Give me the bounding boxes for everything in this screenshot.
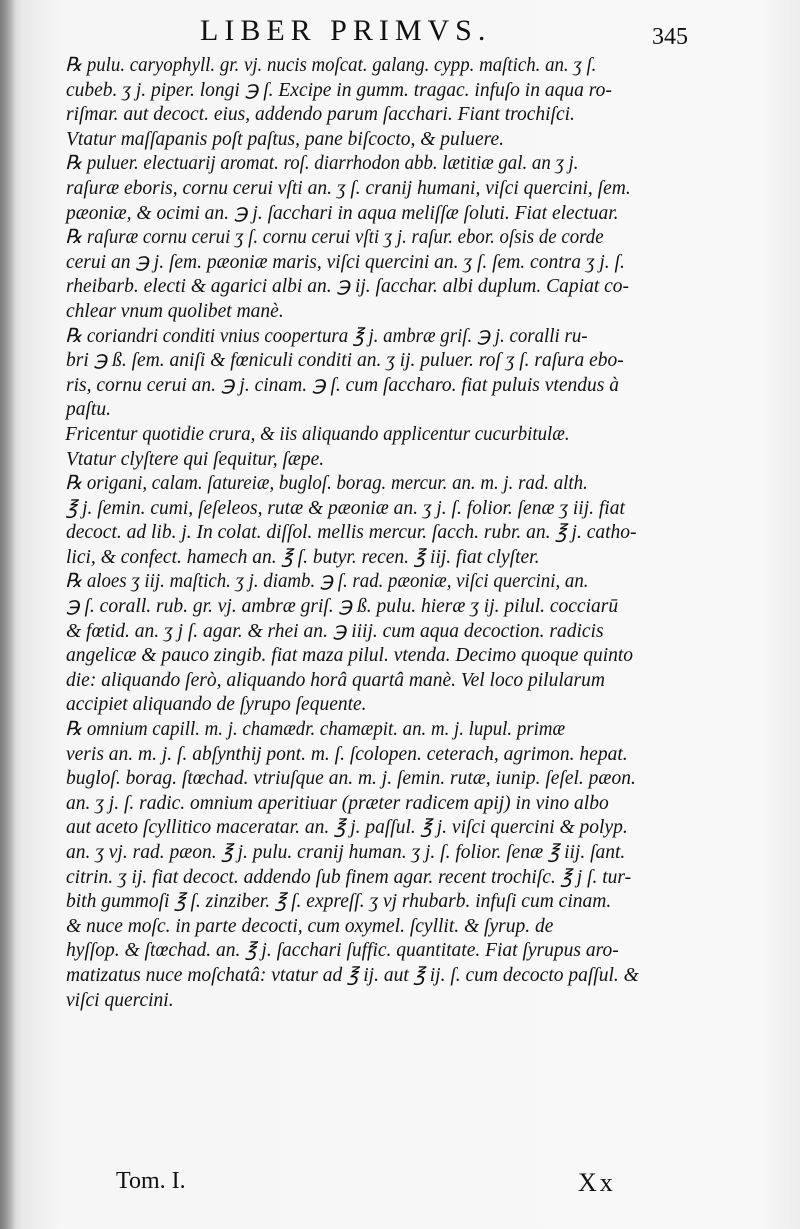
text-line: ℞ puluer. electuarij aromat. roſ. diarrhodon abb. lætitiæ gal. an ʒ j.: [65, 153, 579, 175]
page-number: 345: [652, 24, 688, 50]
text-line: accipiet aliquando de ſyrupo ſequente.: [66, 694, 367, 716]
text-line: decoct. ad lib. j. In colat. diſſol. mellis mercur. ſacch. rubr. an. ℥ j. catho-: [66, 522, 637, 544]
text-line: ℞ origani, calam. ſatureiæ, bugloſ. borag. mercur. an. m. j. rad. alth.: [65, 473, 588, 495]
text-line: bith gummoſi ℥ ſ. zinziber. ℥ ſ. expreſſ. ʒ vj rhubarb. infuſi cum cinam.: [66, 891, 612, 913]
signature-mark: Xx: [578, 1168, 616, 1197]
text-line: hyſſop. & ſtœchad. an. ℥ j. ſacchari ſuffic. quantitate. Fiat ſyrupus aro-: [66, 940, 619, 962]
text-line: an. ʒ vj. rad. pæon. ℥ j. pulu. cranij human. ʒ j. ſ. folior. ſenæ ℥ iij. ſant.: [66, 842, 626, 863]
text-line: ℞ pulu. caryophyll. gr. vj. nucis moſcat. galang. cypp. maſtich. an. ʒ ſ.: [65, 55, 597, 76]
text-line: bri ℈ ß. ſem. aniſi & fœniculi conditi an. ʒ ij. puluer. roſ ʒ ſ. raſura ebo-: [66, 350, 624, 372]
text-line: aut aceto ſcyllitico maceratar. an. ℥ j. paſſul. ℥ j. viſci quercini & polyp.: [66, 817, 628, 839]
text-line: ris, cornu cerui an. ℈ j. cinam. ℈ ſ. cum ſaccharo. fiat puluis vtendus à: [66, 374, 619, 396]
text-line: die: aliquando ſerò, aliquando horâ quartâ manè. Vel loco pilularum: [66, 669, 605, 691]
recipe-paragraph: [42, 152, 762, 226]
text-line: paſtu.: [66, 399, 111, 421]
text-line: Fricentur quotidie crura, & iis aliquando applicentur cucurbitulæ.: [65, 423, 570, 445]
text-line: ℞ omnium capill. m. j. chamædr. chamæpit. an. m. j. lupul. primæ: [65, 719, 566, 741]
text-line: bugloſ. borag. ſtœchad. vtriuſque an. m. j. ſemin. rutæ, iunip. ſeſel. pæon.: [66, 768, 636, 790]
text-line: pæoniæ, & ocimi an. ℈ j. ſacchari in aqua meliſſæ ſoluti. Fiat electuar.: [66, 202, 619, 224]
text-line: raſuræ eboris, cornu cerui vſti an. ʒ ſ. cranij humani, viſci quercini, ſem.: [66, 177, 631, 199]
text-line: lici, & confect. hamech an. ℥ ſ. butyr. recen. ℥ iij. fiat clyſter.: [66, 546, 540, 568]
text-line: cubeb. ʒ j. piper. longi ℈ ſ. Excipe in gumm. tragac. infuſo in aqua ro-: [66, 79, 612, 101]
recipe-paragraph: [42, 325, 762, 423]
text-line: viſci quercini.: [66, 989, 174, 1011]
page-footer: [0, 1168, 800, 1208]
text-line: & fœtid. an. ʒ j ſ. agar. & rhei an. ℈ iiij. cum aqua decoction. radicis: [66, 620, 604, 642]
recipe-paragraph: [42, 472, 762, 570]
text-line: angelicæ & pauco zingib. fiat maza pilul. vtenda. Decimo quoque quinto: [66, 645, 634, 667]
recipe-paragraph: [42, 718, 762, 1013]
text-line: ℈ ſ. corall. rub. gr. vj. ambræ griſ. ℈ ß. pulu. hieræ ʒ ij. pilul. cocciarū: [66, 596, 619, 618]
text-line: Vtatur maſſapanis poſt paſtus, pane biſcocto, & puluere.: [66, 128, 504, 150]
text-line: ℞ aloes ʒ iij. maſtich. ʒ j. diamb. ℈ ſ. rad. pæoniæ, viſci quercini, an.: [65, 571, 589, 593]
text-line: rheibarb. electi & agarici albi an. ℈ ij. ſacchar. albi duplum. Capiat co-: [66, 276, 630, 298]
text-line: veris an. m. j. ſ. abſynthij pont. m. ſ. ſcolopen. ceterach, agrimon. hepat.: [66, 743, 628, 765]
text-line: citrin. ʒ ij. fiat decoct. addendo ſub finem agar. recent trochiſc. ℥ j ſ. tur-: [66, 866, 632, 888]
text-line: Vtatur clyſtere qui ſequitur, ſæpe.: [66, 448, 325, 470]
text-line: ℞ raſuræ cornu cerui ʒ ſ. cornu cerui vſti ʒ j. raſur. ebor. oſsis de corde: [65, 227, 604, 249]
text-line: & nuce moſc. in parte decocti, cum oxymel. ſcyllit. & ſyrup. de: [66, 915, 554, 937]
recipe-paragraph: [42, 54, 762, 152]
volume-mark: Tom. I.: [116, 1168, 186, 1194]
recipe-paragraph: [42, 570, 762, 718]
text-line: chlear vnum quolibet manè.: [66, 300, 284, 322]
text-line: cerui an ℈ j. ſem. pæoniæ maris, viſci quercini an. ʒ ſ. ſem. contra ʒ j. ſ.: [66, 251, 625, 273]
recipe-paragraph: [42, 423, 762, 472]
text-line: ℞ coriandri conditi vnius coopertura ℥ j. ambræ griſ. ℈ j. coralli ru-: [65, 325, 588, 347]
text-line: an. ʒ j. ſ. radic. omnium aperitiuar (præter radicem apij) in vino albo: [66, 792, 609, 814]
text-line: ℥ j. ſemin. cumi, ſeſeleos, rutæ & pæoniæ an. ʒ j. ſ. folior. ſenæ ʒ iij. fiat: [66, 497, 625, 519]
running-head: [0, 14, 800, 54]
page-body: [42, 54, 762, 1013]
text-line: matizatus nuce moſchatâ: vtatur ad ℥ ij. aut ℥ ij. ſ. cum decocto paſſul. &: [66, 964, 639, 986]
recipe-paragraph: [42, 226, 762, 324]
gutter-shadow: [0, 0, 16, 1229]
running-title: LIBER PRIMVS.: [200, 14, 492, 47]
text-line: riſmar. aut decoct. eius, addendo parum ſacchari. Fiant trochiſci.: [66, 104, 575, 126]
